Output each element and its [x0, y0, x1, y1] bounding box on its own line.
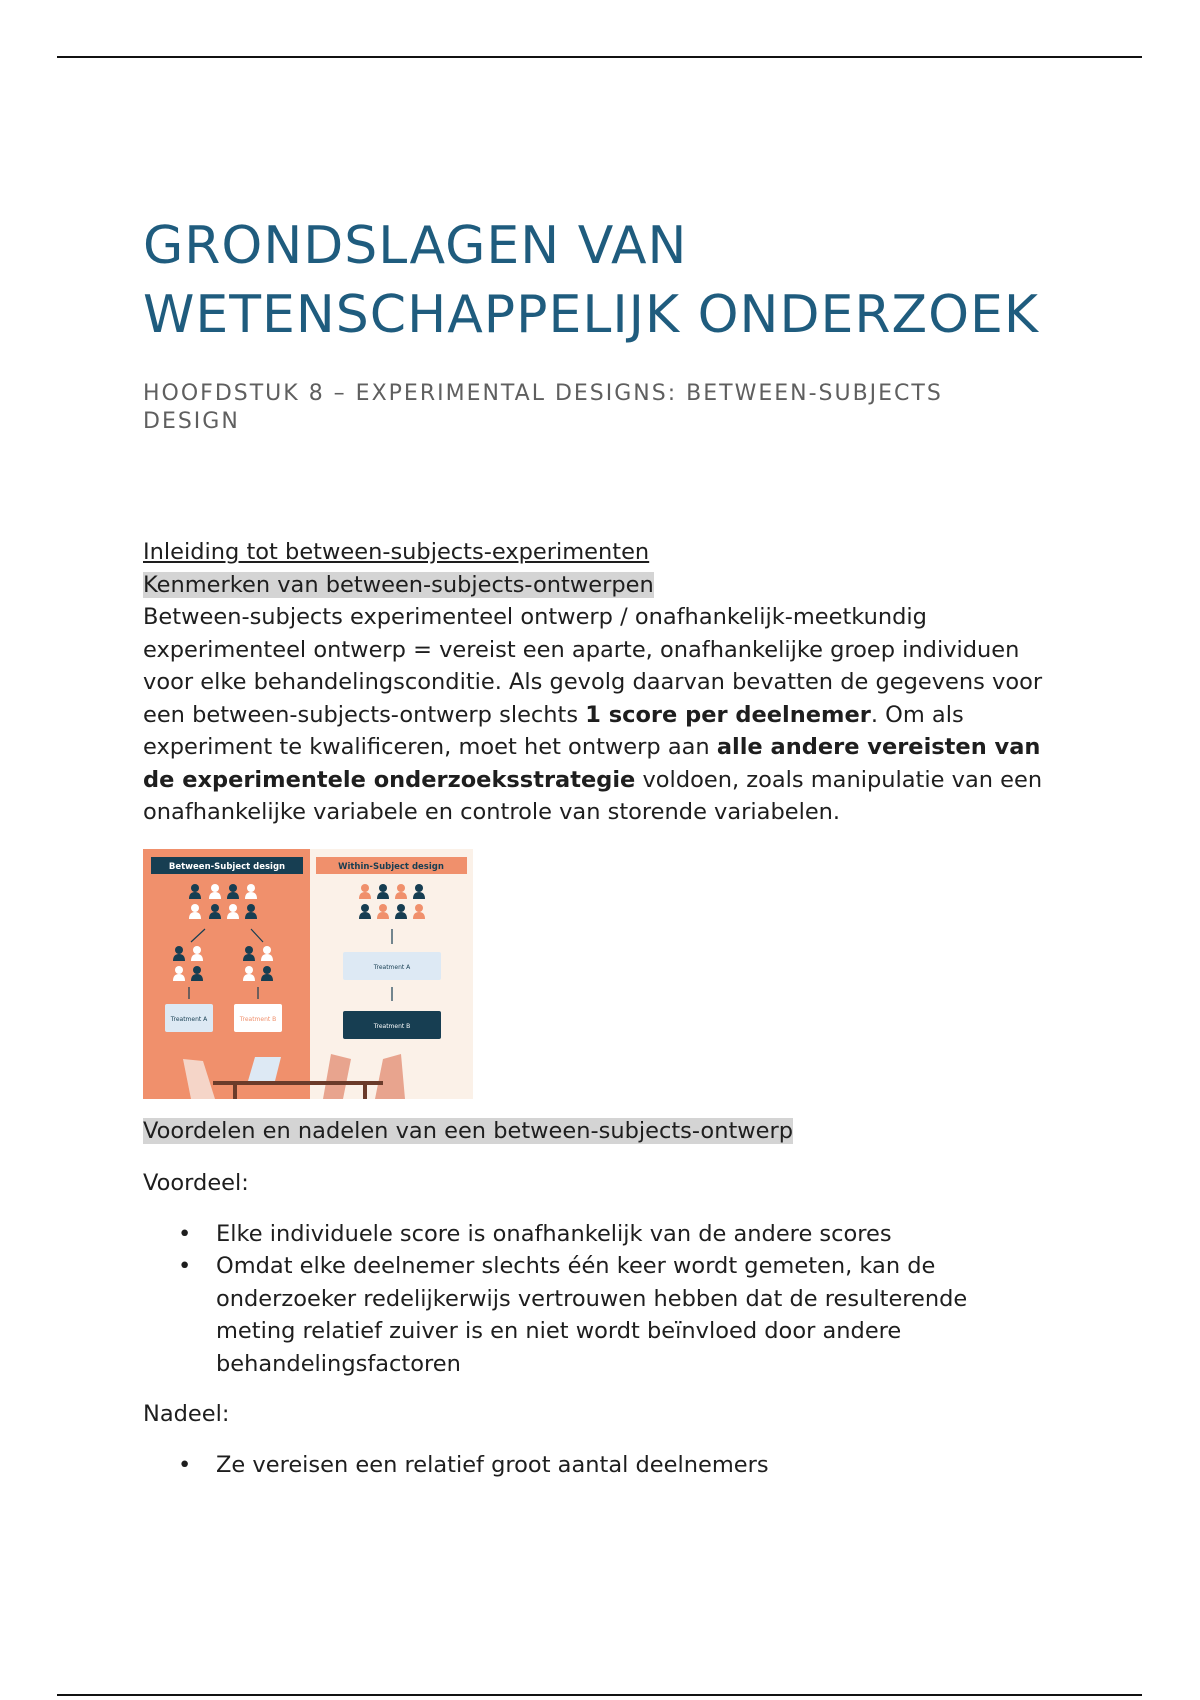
- intro-subheading: Kenmerken van between-subjects-ontwerpen: [143, 571, 654, 598]
- title-line-1: GRONDSLAGEN VAN: [143, 216, 688, 276]
- within-title: Within-Subject design: [338, 861, 444, 872]
- intro-text-2: . Om als experiment te kwalificeren, moet het ontwerp aan: [143, 701, 964, 760]
- between-panel: [143, 849, 310, 1099]
- within-treatment-b-label: Treatment B: [373, 1022, 411, 1030]
- advantages-heading: Voordelen en nadelen van een between-subjects-ontwerp: [143, 1117, 794, 1144]
- list-item: • Elke individuele score is onafhankelijk van de andere scores: [216, 1218, 1043, 1251]
- page-content: [143, 212, 1043, 1481]
- list-item: • Ze vereisen een relatief groot aantal deelnemers: [216, 1449, 1043, 1482]
- nadeel-list: [143, 1449, 1043, 1482]
- intro-paragraph: [143, 601, 1043, 829]
- advantages-heading-line: [143, 1115, 1043, 1148]
- header-rule: [57, 56, 1142, 58]
- design-comparison-figure: [143, 849, 473, 1099]
- intro-bold-1: 1 score per deelnemer: [585, 701, 871, 728]
- title-line-2: WETENSCHAPPELIJK ONDERZOEK: [143, 285, 1039, 345]
- intro-subheading-line: [143, 569, 1043, 602]
- advantages-section: [143, 1115, 1043, 1482]
- intro-section: [143, 536, 1043, 829]
- document-title: [143, 212, 1043, 350]
- between-title: Between-Subject design: [168, 861, 286, 872]
- intro-bold-2: alle andere vereisten van de experimentele onderzoeksstrategie: [143, 734, 1041, 793]
- voordeel-label: Voordeel:: [143, 1170, 249, 1196]
- voordeel-list: [143, 1218, 1043, 1381]
- within-treatment-a-label: Treatment A: [373, 963, 411, 971]
- list-item: • Omdat elke deelnemer slechts één keer wordt gemeten, kan de onderzoeker redelijkerwijs vertrouwen hebben dat de resulterende meting relatief zuiver is en niet wordt beïnvloed door andere behandelingsfactoren: [216, 1250, 1043, 1380]
- intro-text-1: Between-subjects experimenteel ontwerp / onafhankelijk-meetkundig experimenteel ontwerp = vereist een aparte, onafhankelijke groep individuen voor elke behandelingsconditie. Als gevolg daarvan bevatten de gegevens voor een between-subjects-ontwerp slechts: [143, 604, 1043, 728]
- between-treatment-a-label: Treatment A: [170, 1015, 208, 1023]
- nadeel-label: Nadeel:: [143, 1401, 230, 1427]
- intro-text-3: voldoen, zoals manipulatie van een onafhankelijke variabele en controle van storende variabelen.: [143, 766, 1043, 825]
- document-subtitle: HOOFDSTUK 8 – EXPERIMENTAL DESIGNS: BETWEEN-SUBJECTS DESIGN: [143, 381, 943, 434]
- intro-heading: Inleiding tot between-subjects-experimenten: [143, 539, 650, 565]
- between-treatment-b-label: Treatment B: [239, 1015, 277, 1023]
- footer-rule: [57, 1694, 1142, 1696]
